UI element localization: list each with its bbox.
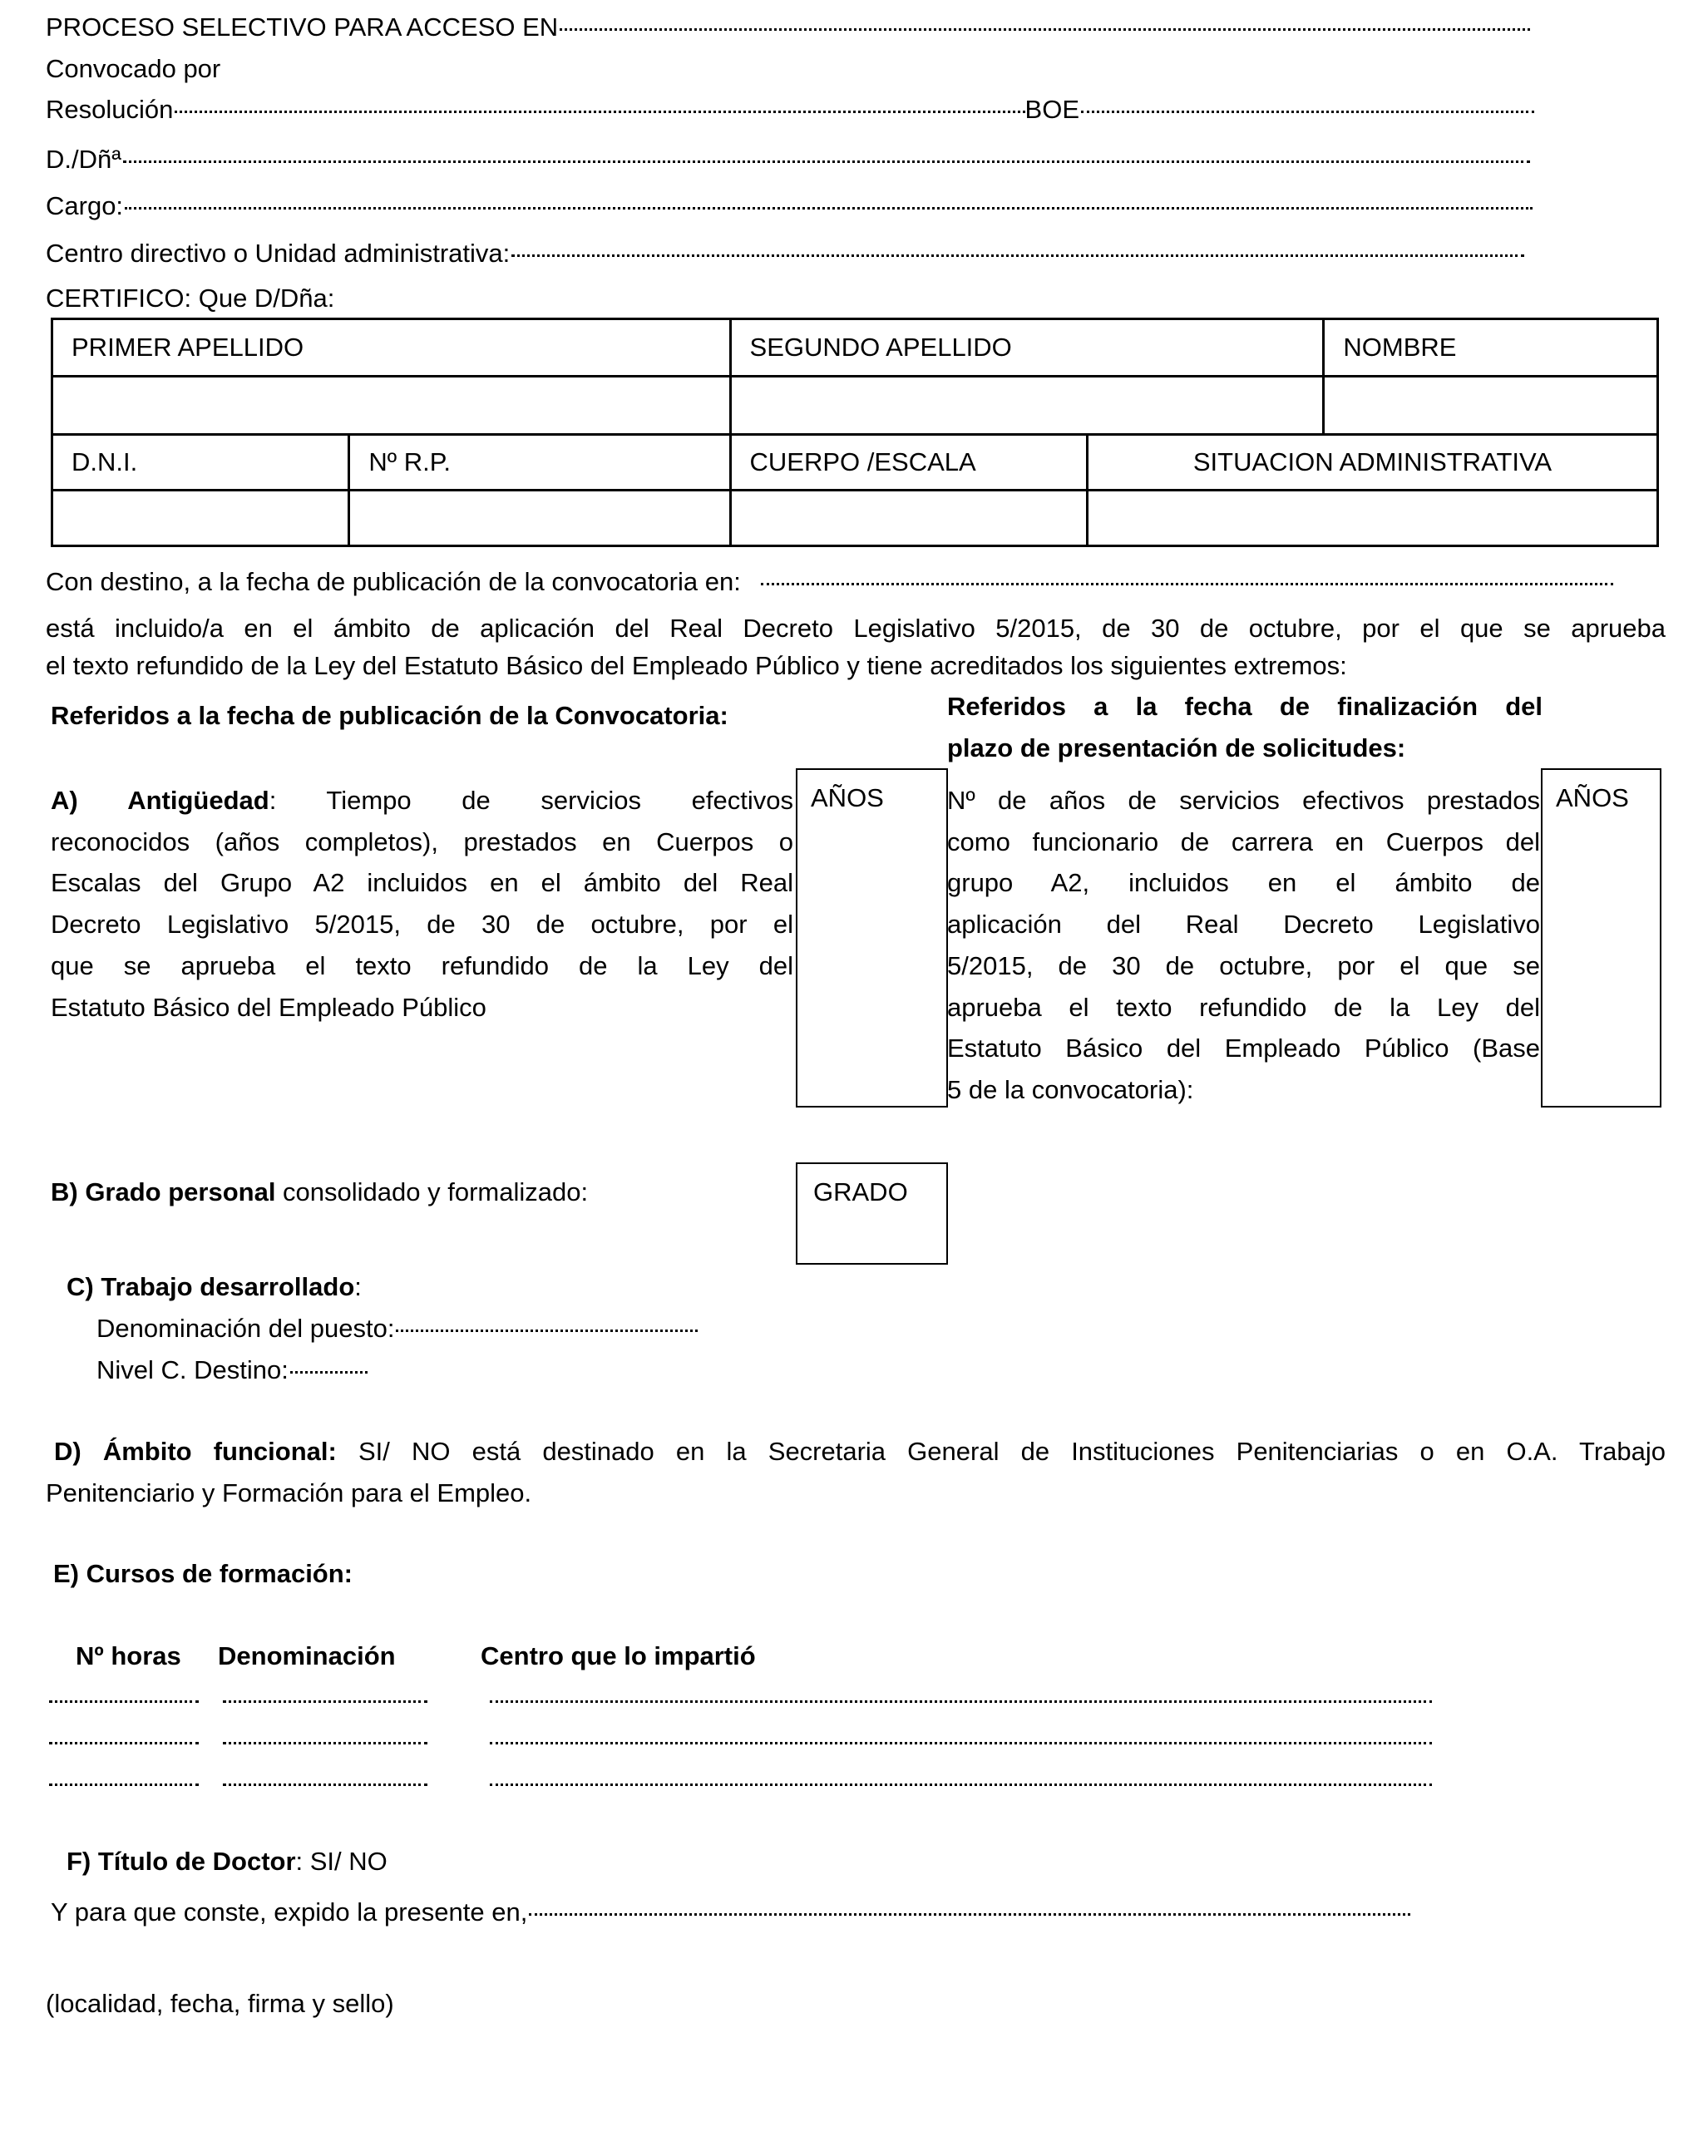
cargo-field[interactable] (46, 190, 1533, 223)
closing-field[interactable] (51, 1896, 1410, 1929)
section-a-right-line: 5 de la convocatoria): (947, 1074, 1194, 1104)
course-center-field[interactable] (490, 1742, 1432, 1744)
situacion-input[interactable] (1087, 491, 1657, 546)
convocado-label: Convocado por (46, 54, 221, 83)
section-a-right-line: aprueba el texto refundido de la Ley del (947, 992, 1540, 1022)
nrp-input[interactable] (349, 491, 730, 546)
section-a-line: Estatuto Básico del Empleado Público (51, 992, 486, 1022)
table-header-row (52, 319, 1658, 377)
section-c-title: C) Trabajo desarrollado (67, 1272, 355, 1301)
denominacion-field[interactable] (96, 1312, 698, 1345)
anos-label: AÑOS (1556, 783, 1629, 812)
section-c (67, 1270, 362, 1304)
resolucion-field[interactable] (46, 93, 1534, 126)
section-c-colon: : (354, 1272, 362, 1301)
destino-field[interactable] (46, 565, 1613, 599)
course-center-field[interactable] (490, 1700, 1432, 1703)
signature-note: (localidad, fecha, firma y sello) (46, 1989, 394, 2018)
anos-finalizacion-box[interactable] (1541, 768, 1661, 1108)
dni-header: D.N.I. (52, 435, 349, 491)
cargo-label: Cargo: (46, 191, 124, 220)
segundo-apellido-input[interactable] (730, 377, 1324, 435)
section-b (51, 1176, 588, 1209)
section-f (67, 1845, 388, 1878)
section-a-line: Escalas del Grupo A2 incluidos en el ámbito del Real (51, 868, 793, 898)
col-denominacion-header: Denominación (218, 1641, 396, 1670)
centro-label: Centro directivo o Unidad administrativa: (46, 239, 511, 268)
closing-label: Y para que conste, expido la presente en, (51, 1897, 528, 1927)
cuerpo-escala-input[interactable] (730, 491, 1087, 546)
dona-field[interactable] (46, 143, 1530, 176)
intro-line: el texto refundido de la Ley del Estatuto Básico del Empleado Público y tiene acreditados los siguientes extremos: (46, 651, 1347, 680)
course-name-field[interactable] (223, 1700, 427, 1703)
section-a-right-line: aplicación del Real Decreto Legislativo (947, 910, 1540, 940)
right-heading (947, 686, 1543, 768)
section-a-left-text (51, 780, 793, 1028)
section-b-title: B) Grado personal (51, 1177, 276, 1206)
proceso-label: PROCESO SELECTIVO PARA ACCESO EN (46, 12, 559, 42)
denominacion-label: Denominación del puesto: (96, 1314, 395, 1343)
dona-label: D./Dñª (46, 145, 121, 174)
section-d-line: Penitenciario y Formación para el Empleo. (46, 1478, 532, 1507)
section-a-right-line: 5/2015, de 30 de octubre, por el que se (947, 950, 1540, 980)
course-hours-field[interactable] (49, 1742, 199, 1744)
course-name-field[interactable] (223, 1784, 427, 1786)
section-a-line: Decreto Legislativo 5/2015, de 30 de octubre, por el (51, 910, 793, 940)
situacion-header: SITUACION ADMINISTRATIVA (1087, 435, 1657, 491)
section-b-text: consolidado y formalizado: (275, 1177, 589, 1206)
table-header-row (52, 435, 1658, 491)
course-hours-field[interactable] (49, 1784, 199, 1786)
section-a-line: reconocidos (años completos), prestados en Cuerpos o (51, 826, 793, 856)
section-a-first-line-rest: : Tiempo de servicios efectivos (269, 786, 793, 815)
certifico-label: CERTIFICO: Que D/Dña: (46, 284, 335, 313)
anos-label: AÑOS (811, 783, 884, 812)
segundo-apellido-header: SEGUNDO APELLIDO (730, 319, 1324, 377)
grado-box[interactable] (796, 1162, 948, 1265)
anos-publicacion-box[interactable] (796, 768, 948, 1108)
section-a-right-line: Nº de años de servicios efectivos prestados (947, 786, 1540, 815)
table-row (52, 377, 1658, 435)
cuerpo-escala-header: CUERPO /ESCALA (730, 435, 1087, 491)
centro-field[interactable] (46, 237, 1524, 270)
left-heading: Referidos a la fecha de publicación de la Convocatoria: (51, 701, 728, 730)
course-center-field[interactable] (490, 1784, 1432, 1786)
intro-paragraph (46, 609, 1666, 684)
section-a-right-text (947, 780, 1540, 1111)
destino-label: Con destino, a la fecha de publicación de la convocatoria en: (46, 567, 741, 596)
section-f-text: : SI/ NO (295, 1847, 388, 1876)
nivel-field[interactable] (96, 1354, 368, 1387)
course-hours-field[interactable] (49, 1700, 199, 1703)
section-d-line (51, 1431, 1666, 1473)
section-a-right-line: grupo A2, incluidos en el ámbito de (947, 868, 1540, 898)
right-heading-line: plazo de presentación de solicitudes: (947, 733, 1406, 762)
section-a-line: que se aprueba el texto refundido de la Ley del (51, 950, 793, 980)
section-f-title: F) Título de Doctor (67, 1847, 296, 1876)
primer-apellido-input[interactable] (52, 377, 731, 435)
resolucion-label: Resolución (46, 95, 174, 124)
col-horas-header: Nº horas (76, 1641, 181, 1670)
section-a-right-line: como funcionario de carrera en Cuerpos del (947, 826, 1540, 856)
table-row (52, 491, 1658, 546)
grado-label: GRADO (813, 1177, 908, 1206)
section-d (46, 1431, 1666, 1513)
primer-apellido-header: PRIMER APELLIDO (52, 319, 731, 377)
section-a-title: A) Antigüedad (51, 786, 269, 815)
section-d-title: D) Ámbito funcional: (54, 1437, 337, 1466)
section-a-right-line: Estatuto Básico del Empleado Público (Base (947, 1034, 1540, 1063)
section-e-title: E) Cursos de formación: (53, 1559, 353, 1588)
course-name-field[interactable] (223, 1742, 427, 1744)
nombre-input[interactable] (1324, 377, 1658, 435)
nombre-header: NOMBRE (1324, 319, 1658, 377)
nivel-label: Nivel C. Destino: (96, 1355, 289, 1384)
proceso-field[interactable] (46, 11, 1530, 44)
section-a-first-line (51, 780, 793, 821)
intro-line: está incluido/a en el ámbito de aplicación del Real Decreto Legislativo 5/2015, de 30 de octubre, por el que se aprueba (46, 614, 1666, 643)
nrp-header: Nº R.P. (349, 435, 730, 491)
section-d-text: SI/ NO está destinado en la Secretaria General de Instituciones Penitenciarias o en O.A. Trabajo (336, 1437, 1666, 1466)
col-centro-header: Centro que lo impartió (481, 1641, 756, 1670)
identity-table (51, 318, 1659, 547)
dni-input[interactable] (52, 491, 349, 546)
right-heading-line: Referidos a la fecha de finalización del (947, 692, 1543, 721)
boe-label: BOE (1024, 95, 1079, 124)
